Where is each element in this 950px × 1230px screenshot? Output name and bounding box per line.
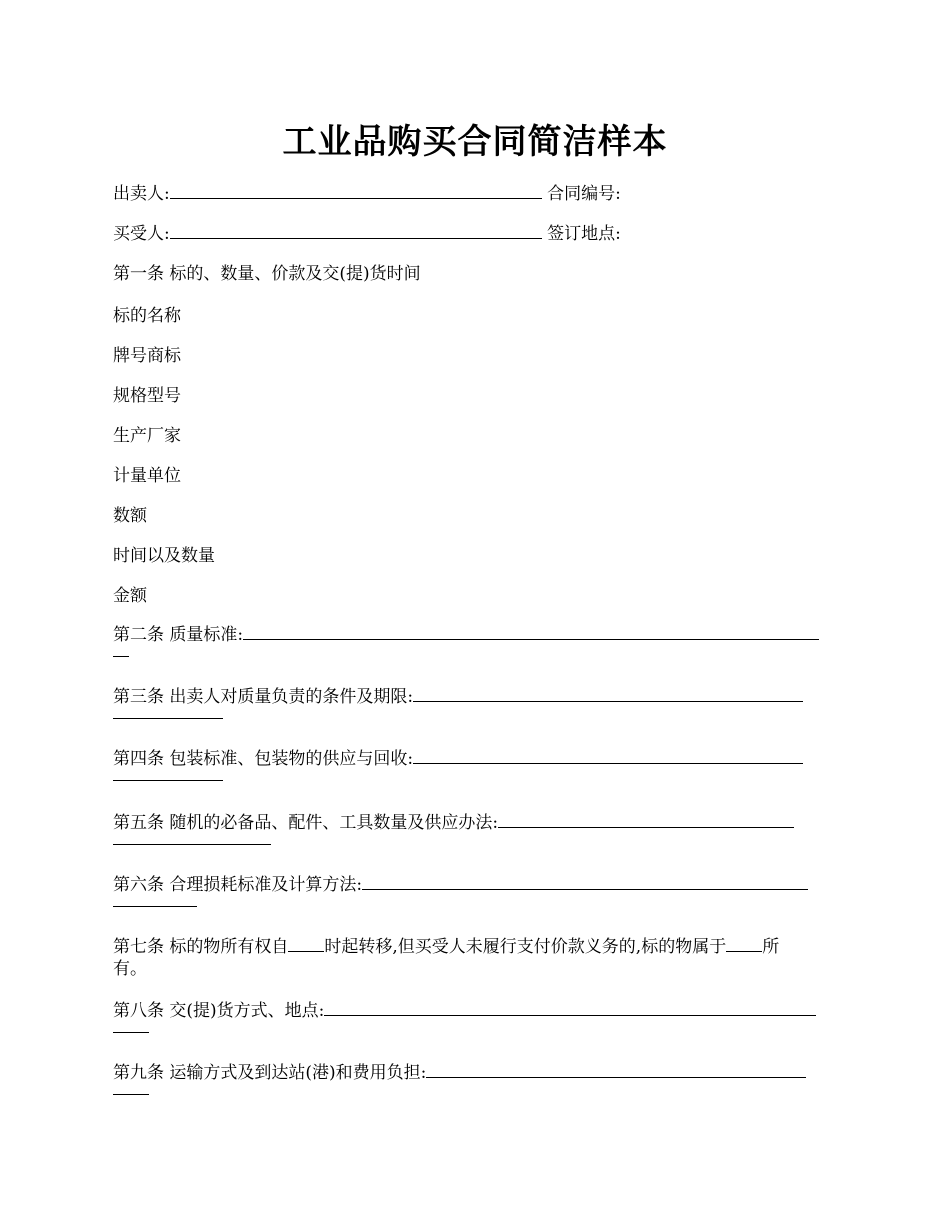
article-1-item: 生产厂家 [113, 426, 181, 446]
article-1-item: 时间以及数量 [113, 546, 215, 566]
article-7-text-2: 时起转移,但买受人未履行支付价款义务的,标的物属于 [324, 937, 727, 957]
article-6-text: 第六条 合理损耗标准及计算方法: [113, 875, 363, 895]
article-2-text: 第二条 质量标准: [113, 625, 244, 645]
article-5 [113, 812, 833, 845]
article-2-blank [243, 625, 819, 640]
article-1-item: 金额 [113, 586, 147, 606]
article-7-text-4: 有。 [113, 959, 147, 979]
article-7-blank-2 [726, 937, 762, 952]
article-8-text: 第八条 交(提)货方式、地点: [113, 1001, 325, 1021]
article-8-blank [324, 1001, 816, 1016]
seller-blank [170, 184, 542, 199]
sign-place-label: 签订地点: [547, 224, 621, 244]
article-6-blank [362, 875, 808, 890]
article-1-heading: 第一条 标的、数量、价款及交(提)货时间 [113, 264, 421, 284]
article-7 [113, 936, 833, 980]
article-3-blank [413, 687, 803, 702]
article-5-blank [498, 813, 794, 828]
article-9-blank-tail [113, 1084, 149, 1095]
article-5-blank-tail [113, 834, 271, 845]
article-7-blank-1 [288, 937, 324, 952]
buyer-blank [170, 224, 542, 239]
article-1-item: 牌号商标 [113, 346, 181, 366]
article-5-text: 第五条 随机的必备品、配件、工具数量及供应办法: [113, 813, 499, 833]
contract-no-label: 合同编号: [547, 184, 621, 204]
article-1-item: 计量单位 [113, 466, 181, 486]
seller-label: 出卖人: [113, 184, 170, 204]
article-9-blank [426, 1063, 806, 1078]
article-1-item: 标的名称 [113, 306, 181, 326]
article-3-blank-tail [113, 708, 223, 719]
article-9-text: 第九条 运输方式及到达站(港)和费用负担: [113, 1063, 427, 1083]
seller-line [113, 184, 621, 204]
article-8-blank-tail [113, 1022, 149, 1033]
document-title: 工业品购买合同简洁样本 [282, 122, 668, 162]
article-3 [113, 686, 833, 719]
buyer-label: 买受人: [113, 224, 170, 244]
article-8 [113, 1000, 833, 1033]
article-1-item: 规格型号 [113, 386, 181, 406]
article-7-text-1: 第七条 标的物所有权自 [113, 937, 289, 957]
article-4 [113, 748, 833, 781]
buyer-line [113, 224, 621, 244]
article-3-text: 第三条 出卖人对质量负责的条件及期限: [113, 687, 414, 707]
article-6 [113, 874, 833, 907]
article-6-blank-tail [113, 896, 197, 907]
article-1-item: 数额 [113, 506, 147, 526]
article-7-text-3: 所 [762, 937, 780, 957]
article-4-blank-tail [113, 770, 223, 781]
article-2 [113, 624, 833, 657]
article-4-blank [413, 749, 803, 764]
article-2-blank-tail [113, 646, 129, 657]
article-9 [113, 1062, 833, 1095]
article-4-text: 第四条 包装标准、包装物的供应与回收: [113, 749, 414, 769]
